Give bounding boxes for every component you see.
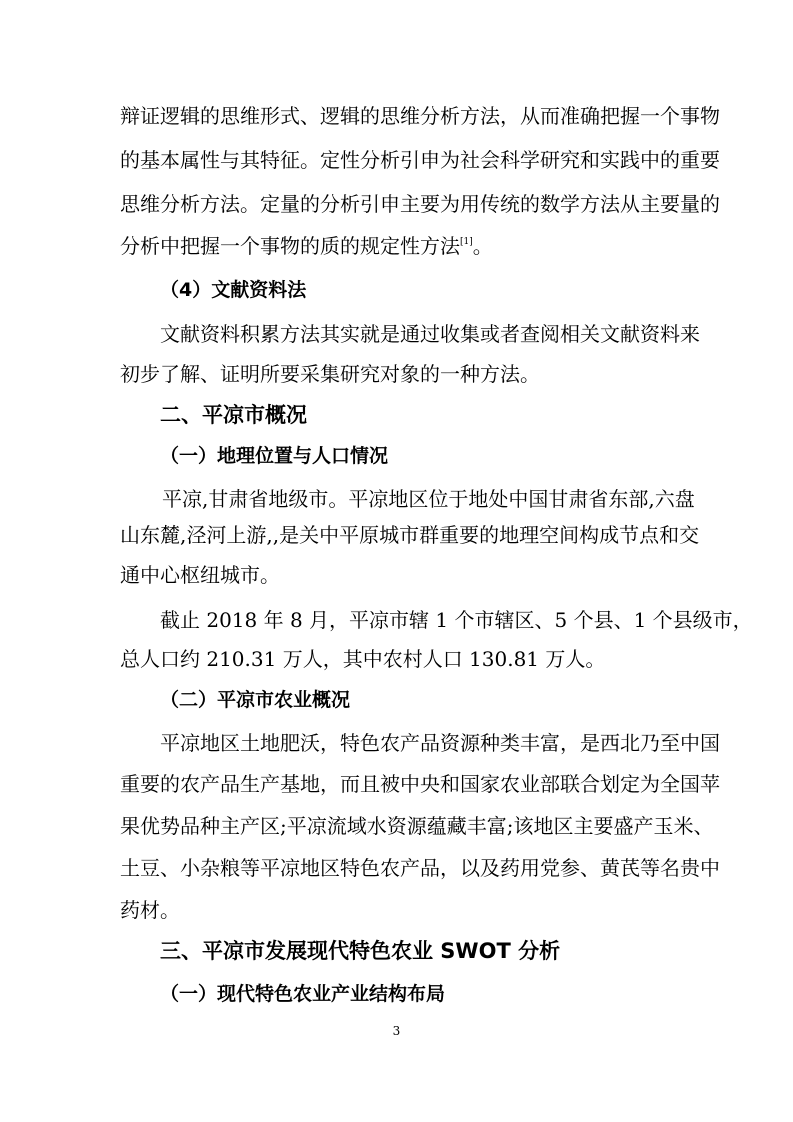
page-number: 3 bbox=[392, 1024, 401, 1038]
section-2-sub-2-heading: （二）平凉市农业概况 bbox=[160, 689, 351, 711]
section-2-heading: 二、平凉市概况 bbox=[160, 403, 307, 427]
paragraph-1-line-1: 辩证逻辑的思维形式、逻辑的思维分析方法，从而准确把握一个事物 bbox=[120, 104, 720, 128]
paragraph-1-line-4-text: 分析中把握一个事物的质的规定性方法 bbox=[120, 234, 460, 258]
section-2-sub-1-p2-line-2: 总人口约 210.31 万人，其中农村人口 130.81 万人。 bbox=[120, 647, 606, 671]
paragraph-1-line-3: 思维分析方法。定量的分析引申主要为用传统的数学方法从主要量的 bbox=[120, 192, 720, 216]
section-2-sub-2-line-2: 重要的农产品生产基地，而且被中央和国家农业部联合划定为全国苹 bbox=[120, 772, 720, 796]
section-2-sub-2-line-1: 平凉地区土地肥沃，特色农产品资源种类丰富，是西北乃至中国 bbox=[160, 731, 720, 755]
paragraph-1-line-4-end: 。 bbox=[472, 234, 493, 258]
method-4-heading: （4）文献资料法 bbox=[160, 279, 307, 301]
section-2-sub-2-line-3: 果优势品种主产区;平凉流域水资源蕴藏丰富;该地区主要盛产玉米、 bbox=[120, 814, 714, 838]
section-2-sub-1-p1-line-1: 平凉,甘肃省地级市。平凉地区位于地处中国甘肃省东部,六盘 bbox=[162, 487, 695, 511]
section-3-sub-1-heading: （一）现代特色农业产业结构布局 bbox=[160, 983, 446, 1005]
citation-1: [1] bbox=[460, 237, 473, 247]
section-2-sub-1-p1-line-2: 山东麓,泾河上游,,是关中平原城市群重要的地理空间构成节点和交 bbox=[120, 523, 700, 547]
section-2-sub-1-heading: （一）地理位置与人口情况 bbox=[160, 445, 389, 467]
section-2-sub-2-line-4: 土豆、小杂粮等平凉地区特色农产品，以及药用党参、黄芪等名贵中 bbox=[120, 856, 720, 880]
section-3-heading: 三、平凉市发展现代特色农业 SWOT 分析 bbox=[160, 939, 561, 963]
section-2-sub-2-line-5: 药材。 bbox=[120, 898, 180, 922]
paragraph-1-line-2: 的基本属性与其特征。定性分析引申为社会科学研究和实践中的重要 bbox=[120, 148, 720, 172]
method-4-line-2: 初步了解、证明所要采集研究对象的一种方法。 bbox=[120, 362, 540, 386]
section-2-sub-1-p2-line-1: 截止 2018 年 8 月，平凉市辖 1 个市辖区、5 个县、1 个县级市， bbox=[160, 608, 753, 632]
section-2-sub-1-p1-line-3: 通中心枢纽城市。 bbox=[120, 563, 280, 587]
method-4-line-1: 文献资料积累方法其实就是通过收集或者查阅相关文献资料来 bbox=[160, 322, 700, 346]
paragraph-1-line-4 bbox=[120, 232, 493, 260]
